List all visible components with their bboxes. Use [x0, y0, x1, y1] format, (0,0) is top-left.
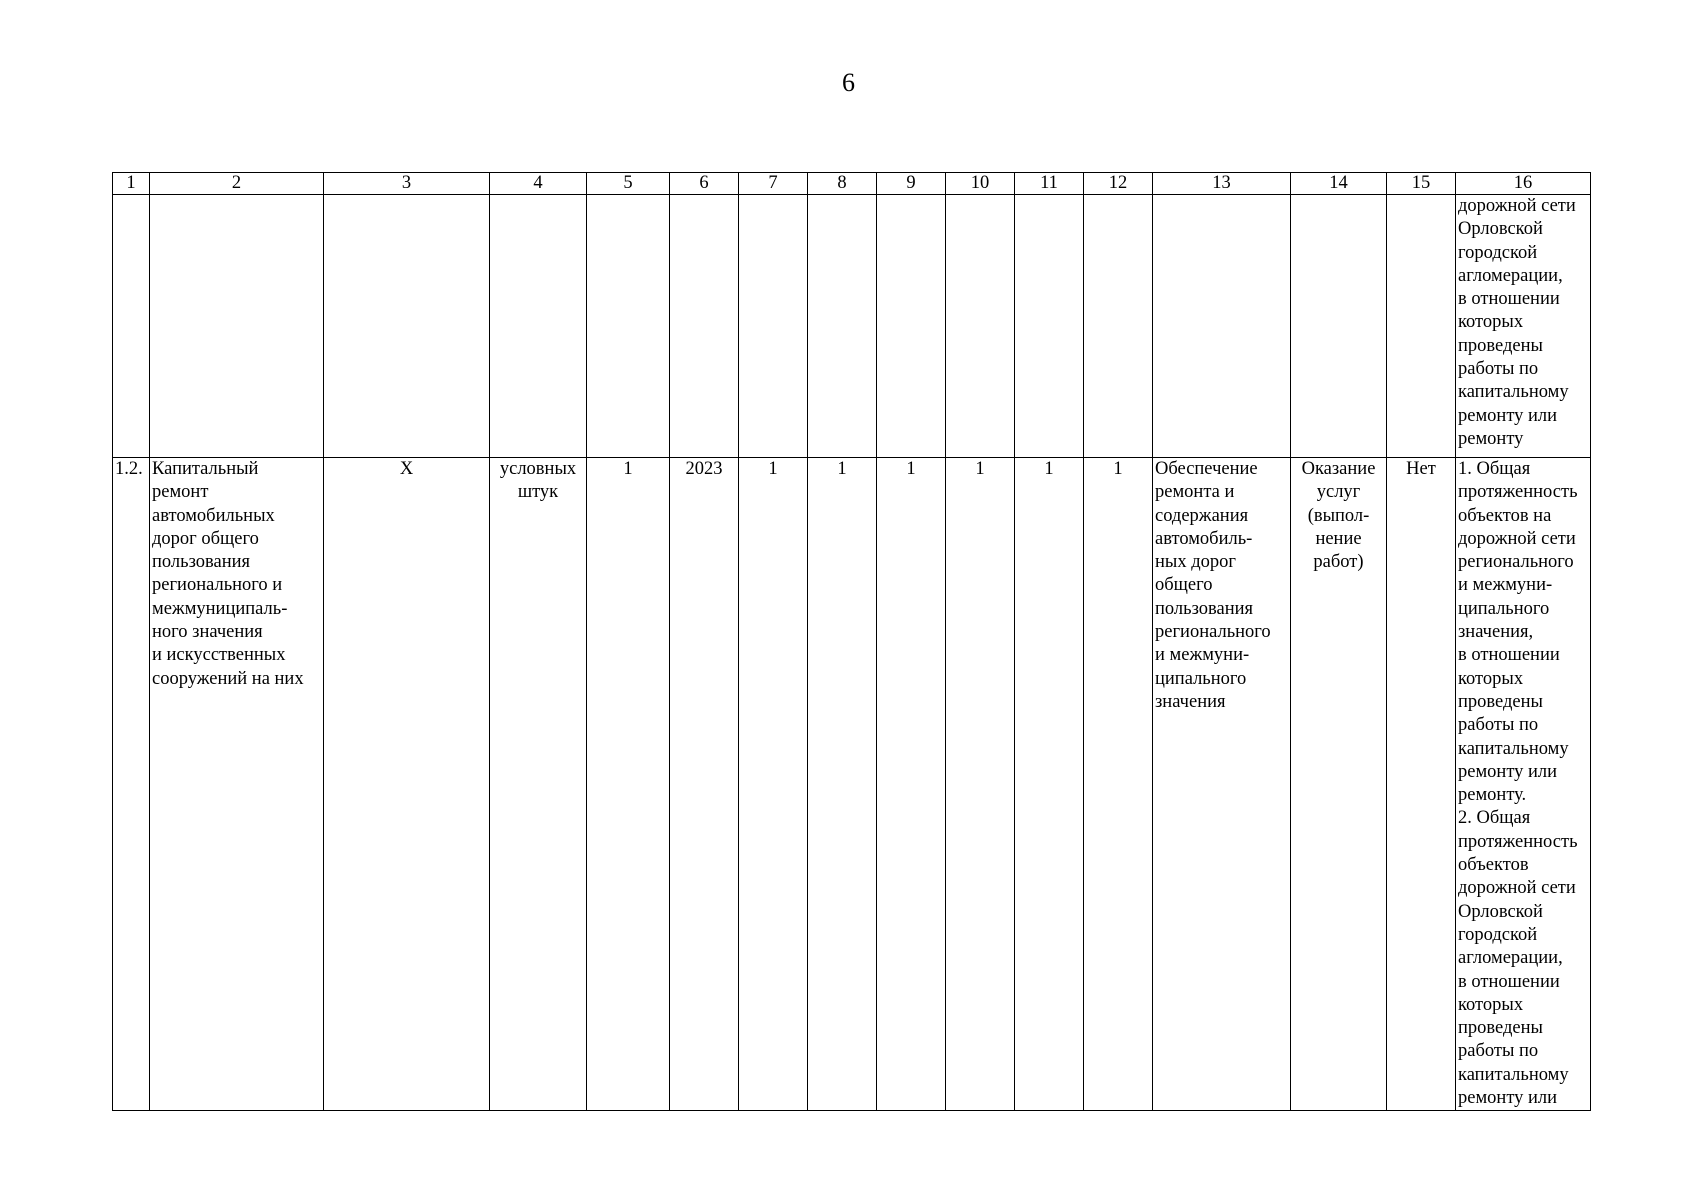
header-cell: 10 — [946, 173, 1015, 195]
empty-cell — [1153, 195, 1291, 458]
empty-cell — [150, 195, 324, 458]
year-cell: 2023 — [670, 458, 739, 1111]
activity-name-cell: Капитальный ремонт автомобильных дорог общего пользования регионального и межмуниципаль- ного значения и искусственных сооружений на них — [150, 458, 324, 1111]
header-cell: 2 — [150, 173, 324, 195]
header-cell: 9 — [877, 173, 946, 195]
empty-cell — [324, 195, 490, 458]
table-row-continuation — [113, 195, 1591, 458]
empty-cell — [946, 195, 1015, 458]
header-cell: 3 — [324, 173, 490, 195]
col3-cell: Х — [324, 458, 490, 1111]
header-cell: 13 — [1153, 173, 1291, 195]
indicator-continuation-cell: дорожной сети Орловской городской агломерации, в отношении которых проведены работы по капитальному ремонту или ремонту — [1456, 195, 1591, 458]
col5-cell: 1 — [587, 458, 670, 1111]
header-cell: 16 — [1456, 173, 1591, 195]
header-cell: 15 — [1387, 173, 1456, 195]
row-number-cell: 1.2. — [113, 458, 150, 1111]
empty-cell — [587, 195, 670, 458]
table-row-1-2 — [113, 458, 1591, 1111]
empty-cell — [877, 195, 946, 458]
header-cell: 12 — [1084, 173, 1153, 195]
unit-cell: условных штук — [490, 458, 587, 1111]
header-cell: 7 — [739, 173, 808, 195]
empty-cell — [739, 195, 808, 458]
empty-cell — [113, 195, 150, 458]
col8-cell: 1 — [808, 458, 877, 1111]
service-type-cell: Оказание услуг (выпол- нение работ) — [1291, 458, 1387, 1111]
empty-cell — [670, 195, 739, 458]
table-header-row — [113, 173, 1591, 195]
col11-cell: 1 — [1015, 458, 1084, 1111]
empty-cell — [808, 195, 877, 458]
task-cell: Обеспечение ремонта и содержания автомобиль- ных дорог общего пользования регионального и межмуни- ципального значения — [1153, 458, 1291, 1111]
empty-cell — [1387, 195, 1456, 458]
col10-cell: 1 — [946, 458, 1015, 1111]
header-cell: 8 — [808, 173, 877, 195]
col7-cell: 1 — [739, 458, 808, 1111]
page-number: 6 — [842, 68, 855, 97]
empty-cell — [1291, 195, 1387, 458]
header-cell: 5 — [587, 173, 670, 195]
empty-cell — [1015, 195, 1084, 458]
empty-cell — [490, 195, 587, 458]
header-cell: 1 — [113, 173, 150, 195]
header-cell: 11 — [1015, 173, 1084, 195]
header-cell: 4 — [490, 173, 587, 195]
col15-cell: Нет — [1387, 458, 1456, 1111]
data-table — [112, 172, 1591, 1111]
empty-cell — [1084, 195, 1153, 458]
header-cell: 14 — [1291, 173, 1387, 195]
header-cell: 6 — [670, 173, 739, 195]
col12-cell: 1 — [1084, 458, 1153, 1111]
col9-cell: 1 — [877, 458, 946, 1111]
indicator-cell: 1. Общая протяженность объектов на дорожной сети регионального и межмуни- ципального значения, в отношении которых проведены работы по капитальному ремонту или ремонту. 2. Общая протяженность объектов дорожной сети Орловской городской агломерации, в отношении которых проведены работы по капитальному ремонту или — [1456, 458, 1591, 1111]
